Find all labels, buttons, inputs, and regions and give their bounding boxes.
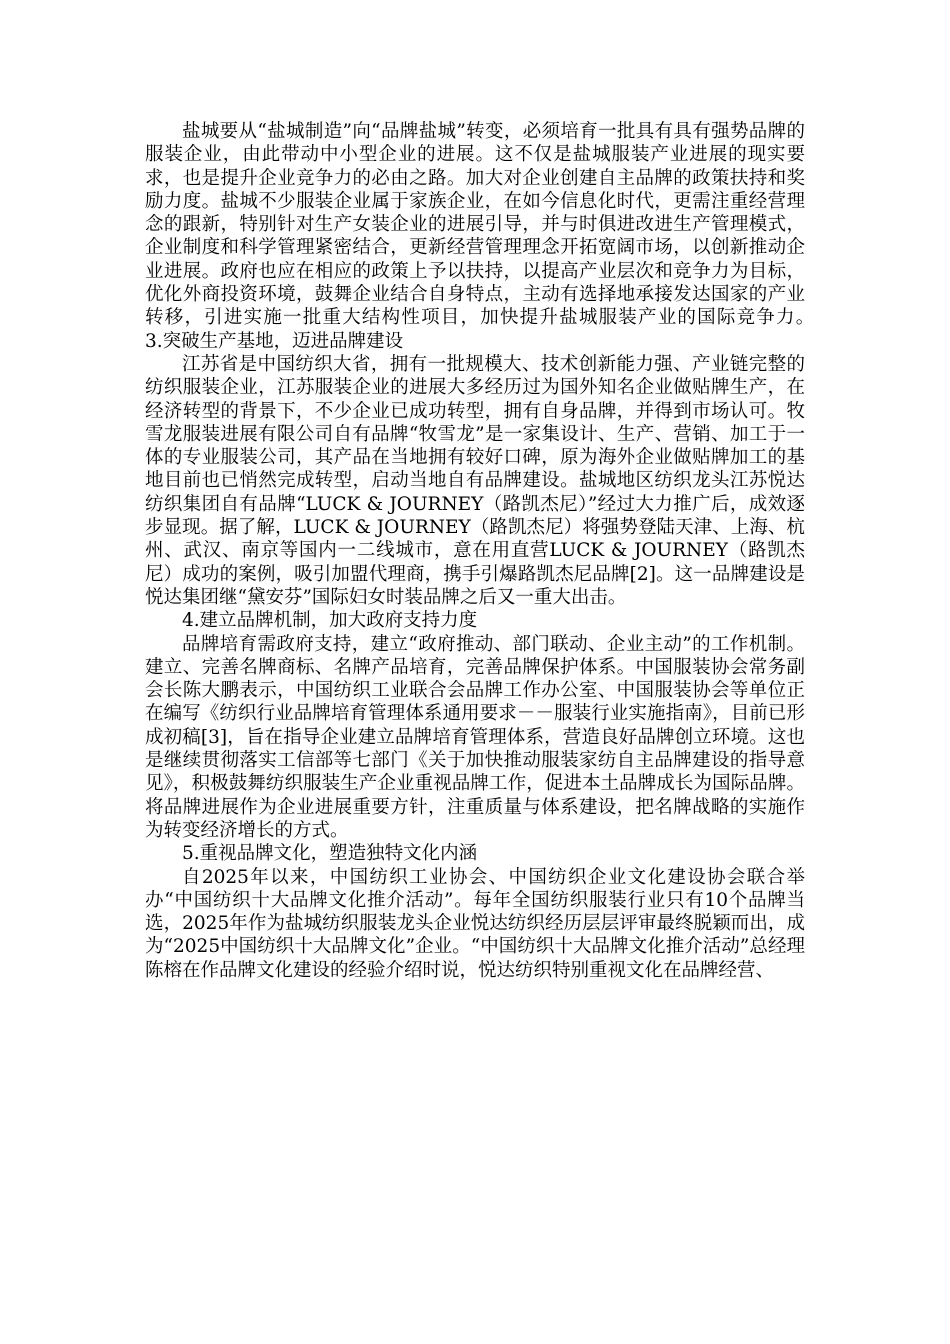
section-heading-4: 4.建立品牌机制，加大政府支持力度 bbox=[182, 610, 478, 632]
paragraph-jiangsu-textile: 江苏省是中国纺织大省，拥有一批规模大、技术创新能力强、产业链完整的纺织服装企业，江苏服装企业的进展大多经历过为国外知名企业做贴牌生产，在经济转型的背景下，不少企业已成功转型，拥有自身品牌，并得到市场认可。牧雪龙服装进展有限公司自有品牌“牧雪龙”是一家集设计、生产、营销、加工于一体的专业服装公司，其产品在当地拥有较好口碑，原为海外企业做贴牌加工的基地目前也已悄然完成转型，启动当地自有品牌建设。盐城地区纺织龙头江苏悦达纺织集团自有品牌“LUCK & JOURNEY（路凯杰尼）”经过大力推广后，成效逐步显现。据了解，LUCK & JOURNEY（路凯杰尼）将强势登陆天津、上海、杭州、武汉、南京等国内一二线城市，意在用直营LUCK & JOURNEY（路凯杰尼）成功的案例，吸引加盟代理商，携手引爆路凯杰尼品牌[2]。这一品牌建设是悦达集团继“黛安芬”国际妇女时装品牌之后又一重大出击。 bbox=[145, 353, 805, 608]
document-body bbox=[145, 120, 861, 982]
paragraph-brand-culture: 自2025年以来，中国纺织工业协会、中国纺织企业文化建设协会联合举办“中国纺织十大品牌文化推介活动”。每年全国纺织服装行业只有10个品牌当选，2025年作为盐城纺织服装龙头企业悦达纺织经历层层评审最终脱颖而出，成为“2025中国纺织十大品牌文化”企业。“中国纺织十大品牌文化推介活动”总经理陈榕在作品牌文化建设的经验介绍时说，悦达纺织特别重视文化在品牌经营、 bbox=[145, 866, 805, 981]
paragraph-brand-yancheng: 盐城要从“盐城制造”向“品牌盐城”转变，必须培育一批具有具有强势品牌的服装企业，由此带动中小型企业的进展。这不仅是盐城服装产业进展的现实要求，也是提升企业竞争力的必由之路。加大对企业创建自主品牌的政策扶持和奖励力度。盐城不少服装企业属于家族企业，在如今信息化时代，更需注重经营理念的跟新，特别针对生产女装企业的进展引导，并与时俱进改进生产管理模式，企业制度和科学管理紧密结合，更新经营管理理念开拓宽阔市场，以创新推动企业进展。政府也应在相应的政策上予以扶持，以提高产业层次和竞争力为目标，优化外商投资环境，鼓舞企业结合自身特点，主动有选择地承接发达国家的产业转移，引进实施一批重大结构性项目，加快提升盐城服装产业的国际竞争力。 3.突破生产基地，迈进品牌建设 bbox=[145, 121, 861, 352]
paragraph-brand-mechanism: 品牌培育需政府支持，建立“政府推动、部门联动、企业主动”的工作机制。建立、完善名牌商标、名牌产品培育，完善品牌保护体系。中国服装协会常务副会长陈大鹏表示，中国纺织工业联合会品牌工作办公室、中国服装协会等单位正在编写《纺织行业品牌培育管理体系通用要求－－服装行业实施指南》，目前已形成初稿[3]，旨在指导企业建立品牌培育管理体系，营造良好品牌创立环境。这也是继续贯彻落实工信部等七部门《关于加快推动服装家纺自主品牌建设的指导意见》，积极鼓舞纺织服装生产企业重视品牌工作，促进本土品牌成长为国际品牌。将品牌进展作为企业进展重要方针，注重质量与体系建设，把名牌战略的实施作为转变经济增长的方式。 bbox=[145, 633, 805, 841]
section-heading-5: 5.重视品牌文化，塑造独特文化内涵 bbox=[182, 843, 478, 865]
